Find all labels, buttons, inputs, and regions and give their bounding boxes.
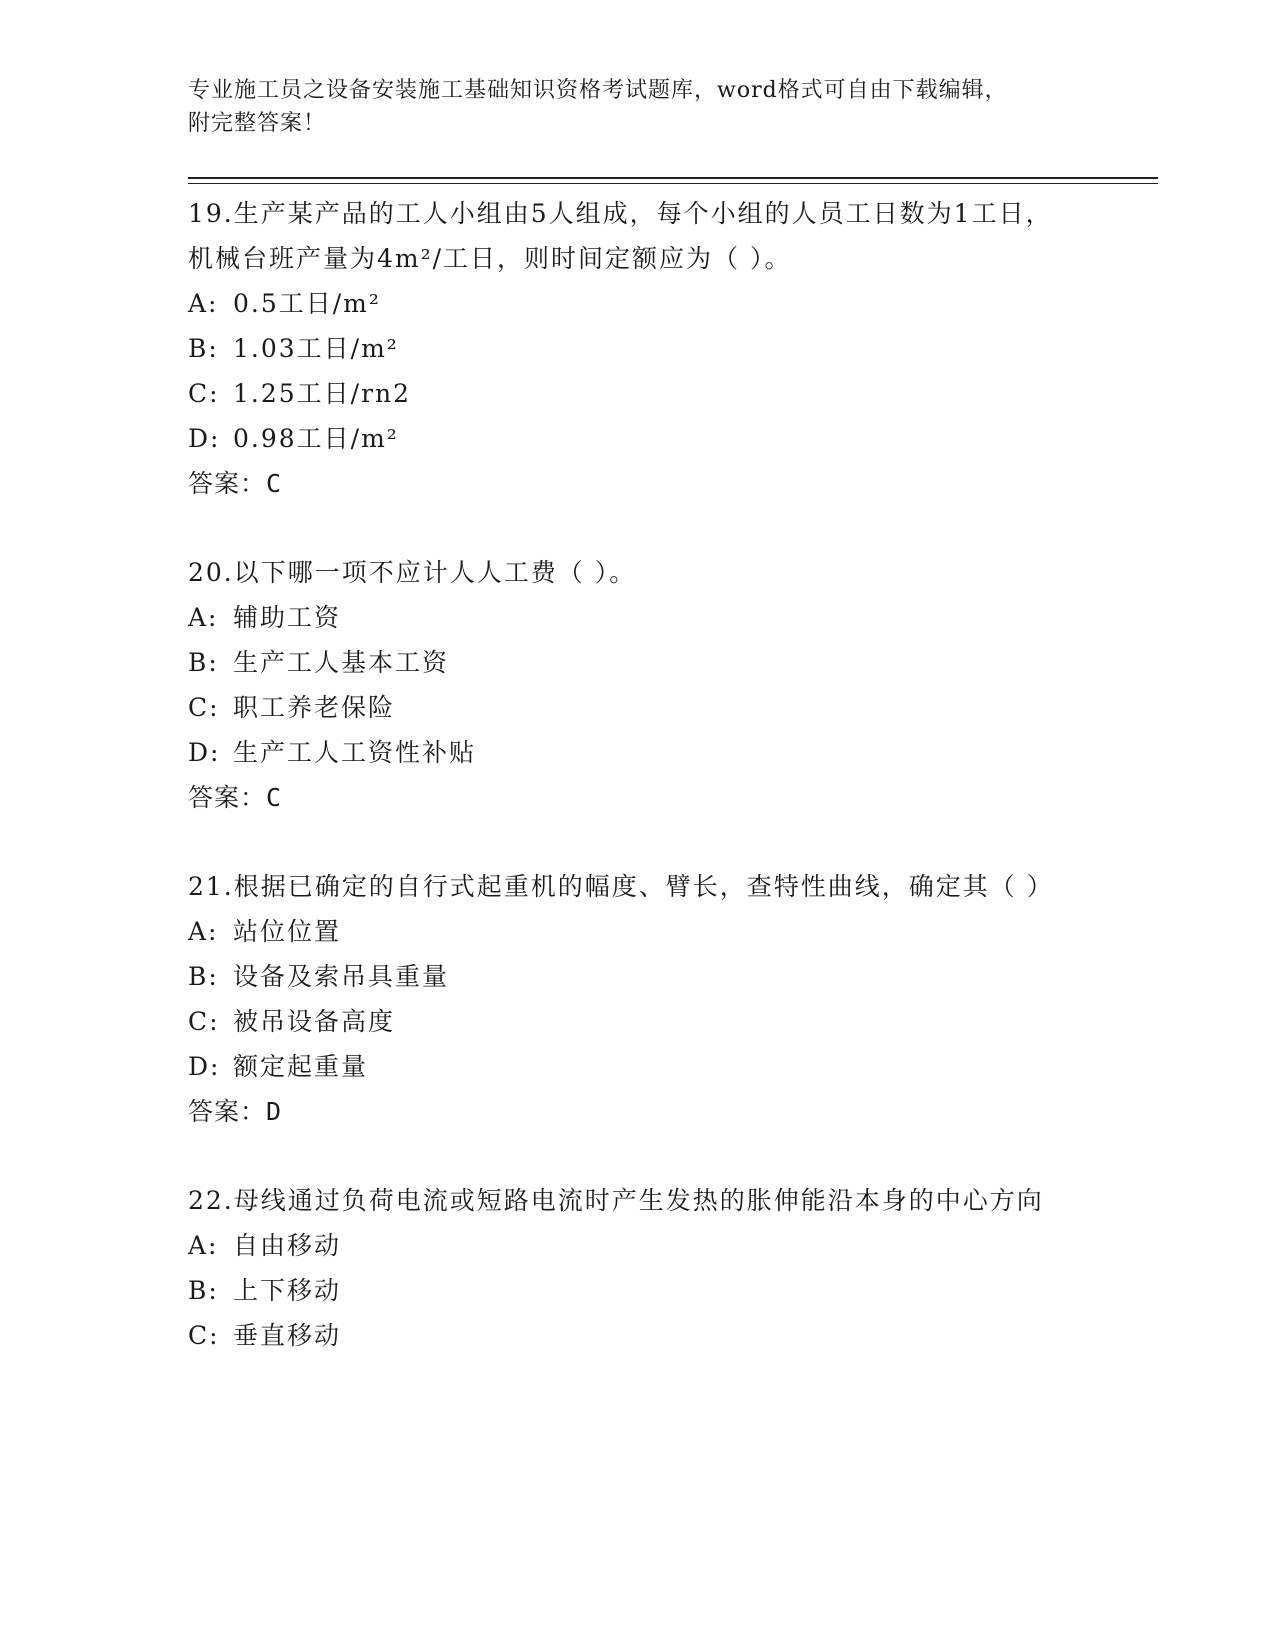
option-letter: C: <box>188 693 220 722</box>
header-rule-thick <box>188 177 1158 179</box>
option-text: 生产工人基本工资 <box>233 648 450 677</box>
option-b <box>188 640 1078 685</box>
option-letter: A: <box>188 1231 219 1260</box>
option-letter: C: <box>188 1007 220 1036</box>
option-b <box>188 1268 1078 1313</box>
option-letter: B: <box>188 962 219 991</box>
option-a <box>188 595 1078 640</box>
header-line-2: 附完整答案！ <box>188 111 327 136</box>
question-stem: 22.母线通过负荷电流或短路电流时产生发热的胀伸能沿本身的中心方向 <box>188 1186 1044 1215</box>
option-text: 站位位置 <box>233 917 342 946</box>
answer-line: 答案：D <box>188 1097 283 1126</box>
option-text: 1.25工日/rn2 <box>233 379 412 408</box>
option-b <box>188 326 1078 371</box>
option-c <box>188 371 1078 416</box>
option-text: 设备及索吊具重量 <box>233 962 450 991</box>
option-text: 自由移动 <box>233 1231 342 1260</box>
option-text: 垂直移动 <box>233 1321 342 1350</box>
option-d <box>188 730 1078 775</box>
answer-line: 答案：C <box>188 469 283 498</box>
header-rule-thin <box>188 183 1158 184</box>
option-text: 辅助工资 <box>233 603 342 632</box>
question-stem: 19.生产某产品的工人小组由5人组成，每个小组的人员工日数为1工日，机械台班产量为4m²/工日，则时间定额应为（ ）。 <box>188 199 1053 273</box>
option-letter: B: <box>188 1276 219 1305</box>
question-19 <box>188 191 1078 506</box>
question-20 <box>188 550 1078 820</box>
option-text: 0.5工日/m² <box>233 289 381 318</box>
option-text: 职工养老保险 <box>233 693 396 722</box>
document-header <box>188 74 1088 140</box>
option-c <box>188 685 1078 730</box>
option-letter: D: <box>188 424 221 453</box>
question-list <box>188 191 1078 1402</box>
question-21 <box>188 864 1078 1134</box>
option-c <box>188 1313 1078 1358</box>
option-a <box>188 1223 1078 1268</box>
option-text: 0.98工日/m² <box>233 424 399 453</box>
option-letter: C: <box>188 379 220 408</box>
option-b <box>188 954 1078 999</box>
option-c <box>188 999 1078 1044</box>
option-letter: A: <box>188 603 219 632</box>
option-letter: A: <box>188 289 219 318</box>
option-letter: B: <box>188 334 219 363</box>
option-letter: A: <box>188 917 219 946</box>
option-text: 额定起重量 <box>233 1052 369 1081</box>
option-a <box>188 281 1078 326</box>
question-stem: 21.根据已确定的自行式起重机的幅度、臂长，查特性曲线，确定其（ ） <box>188 872 1054 901</box>
option-text: 被吊设备高度 <box>233 1007 396 1036</box>
option-letter: D: <box>188 1052 221 1081</box>
option-text: 1.03工日/m² <box>233 334 399 363</box>
option-letter: D: <box>188 738 221 767</box>
question-stem: 20.以下哪一项不应计人人工费（ ）。 <box>188 558 637 587</box>
option-text: 生产工人工资性补贴 <box>233 738 477 767</box>
option-a <box>188 909 1078 954</box>
option-d <box>188 1044 1078 1089</box>
header-line-1: 专业施工员之设备安装施工基础知识资格考试题库，word格式可自由下载编辑， <box>188 78 1008 103</box>
option-letter: C: <box>188 1321 220 1350</box>
option-d <box>188 416 1078 461</box>
option-letter: B: <box>188 648 219 677</box>
answer-line: 答案：C <box>188 783 283 812</box>
option-text: 上下移动 <box>233 1276 342 1305</box>
question-22 <box>188 1178 1078 1358</box>
